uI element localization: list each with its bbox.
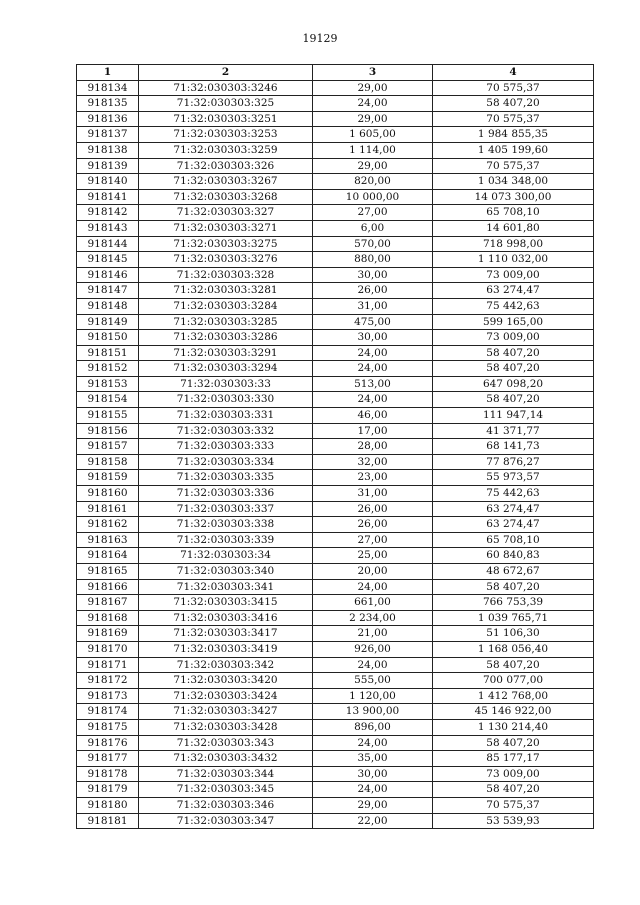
value-cell: 14 601,80 [433,220,594,236]
value-cell: 58 407,20 [433,579,594,595]
row-number-cell: 918149 [77,314,139,330]
row-number-cell: 918175 [77,719,139,735]
cadastral-number-cell: 71:32:030303:327 [139,205,313,221]
row-number-cell: 918138 [77,142,139,158]
area-cell: 26,00 [313,517,433,533]
cadastral-number-cell: 71:32:030303:3428 [139,719,313,735]
area-cell: 1 120,00 [313,688,433,704]
row-number-cell: 918171 [77,657,139,673]
row-number-cell: 918139 [77,158,139,174]
cadastral-number-cell: 71:32:030303:3275 [139,236,313,252]
value-cell: 1 034 348,00 [433,174,594,190]
row-number-cell: 918150 [77,330,139,346]
value-cell: 70 575,37 [433,797,594,813]
cadastral-number-cell: 71:32:030303:3432 [139,751,313,767]
row-number-cell: 918141 [77,189,139,205]
area-cell: 555,00 [313,673,433,689]
column-header-2: 2 [139,65,313,81]
area-cell: 21,00 [313,626,433,642]
row-number-cell: 918137 [77,127,139,143]
value-cell: 75 442,63 [433,486,594,502]
row-number-cell: 918148 [77,298,139,314]
table-row [77,252,594,268]
area-cell: 24,00 [313,782,433,798]
table-row [77,111,594,127]
value-cell: 45 146 922,00 [433,704,594,720]
value-cell: 58 407,20 [433,782,594,798]
cadastral-number-cell: 71:32:030303:343 [139,735,313,751]
value-cell: 55 973,57 [433,470,594,486]
value-cell: 53 539,93 [433,813,594,829]
value-cell: 58 407,20 [433,96,594,112]
table-row [77,626,594,642]
area-cell: 22,00 [313,813,433,829]
cadastral-number-cell: 71:32:030303:3424 [139,688,313,704]
cadastral-number-cell: 71:32:030303:3285 [139,314,313,330]
value-cell: 1 039 765,71 [433,610,594,626]
area-cell: 513,00 [313,376,433,392]
value-cell: 63 274,47 [433,517,594,533]
cadastral-number-cell: 71:32:030303:342 [139,657,313,673]
row-number-cell: 918143 [77,220,139,236]
area-cell: 24,00 [313,361,433,377]
cadastral-number-cell: 71:32:030303:33 [139,376,313,392]
row-number-cell: 918162 [77,517,139,533]
table-row [77,719,594,735]
table-row [77,376,594,392]
value-cell: 700 077,00 [433,673,594,689]
area-cell: 26,00 [313,283,433,299]
value-cell: 63 274,47 [433,501,594,517]
value-cell: 111 947,14 [433,408,594,424]
area-cell: 6,00 [313,220,433,236]
table-row [77,392,594,408]
table-row [77,345,594,361]
area-cell: 661,00 [313,595,433,611]
area-cell: 24,00 [313,96,433,112]
value-cell: 58 407,20 [433,657,594,673]
table-row [77,142,594,158]
area-cell: 1 114,00 [313,142,433,158]
cadastral-number-cell: 71:32:030303:3291 [139,345,313,361]
cadastral-number-cell: 71:32:030303:335 [139,470,313,486]
table-row [77,564,594,580]
row-number-cell: 918173 [77,688,139,704]
area-cell: 28,00 [313,439,433,455]
row-number-cell: 918155 [77,408,139,424]
area-cell: 26,00 [313,501,433,517]
cadastral-number-cell: 71:32:030303:336 [139,486,313,502]
value-cell: 75 442,63 [433,298,594,314]
cadastral-number-cell: 71:32:030303:339 [139,532,313,548]
table-row [77,298,594,314]
area-cell: 475,00 [313,314,433,330]
area-cell: 29,00 [313,158,433,174]
row-number-cell: 918142 [77,205,139,221]
table-row [77,361,594,377]
area-cell: 880,00 [313,252,433,268]
cadastral-table [76,64,594,829]
area-cell: 24,00 [313,392,433,408]
area-cell: 24,00 [313,657,433,673]
value-cell: 647 098,20 [433,376,594,392]
table-row [77,330,594,346]
table-row [77,267,594,283]
value-cell: 599 165,00 [433,314,594,330]
table-row [77,423,594,439]
table-row [77,610,594,626]
row-number-cell: 918174 [77,704,139,720]
area-cell: 10 000,00 [313,189,433,205]
row-number-cell: 918140 [77,174,139,190]
header-row [77,65,594,81]
value-cell: 48 672,67 [433,564,594,580]
area-cell: 20,00 [313,564,433,580]
value-cell: 58 407,20 [433,392,594,408]
area-cell: 896,00 [313,719,433,735]
row-number-cell: 918181 [77,813,139,829]
row-number-cell: 918145 [77,252,139,268]
row-number-cell: 918161 [77,501,139,517]
table-row [77,236,594,252]
table-row [77,205,594,221]
value-cell: 1 110 032,00 [433,252,594,268]
cadastral-number-cell: 71:32:030303:3416 [139,610,313,626]
area-cell: 926,00 [313,641,433,657]
row-number-cell: 918159 [77,470,139,486]
table-row [77,439,594,455]
value-cell: 68 141,73 [433,439,594,455]
cadastral-number-cell: 71:32:030303:328 [139,267,313,283]
row-number-cell: 918154 [77,392,139,408]
cadastral-number-cell: 71:32:030303:337 [139,501,313,517]
cadastral-number-cell: 71:32:030303:341 [139,579,313,595]
area-cell: 2 234,00 [313,610,433,626]
cadastral-number-cell: 71:32:030303:3419 [139,641,313,657]
table-row [77,486,594,502]
page-number: 19129 [302,32,338,45]
cadastral-number-cell: 71:32:030303:3420 [139,673,313,689]
table-row [77,283,594,299]
table-row [77,158,594,174]
row-number-cell: 918153 [77,376,139,392]
row-number-cell: 918135 [77,96,139,112]
value-cell: 14 073 300,00 [433,189,594,205]
column-header-3: 3 [313,65,433,81]
cadastral-number-cell: 71:32:030303:333 [139,439,313,455]
column-header-1: 1 [77,65,139,81]
row-number-cell: 918136 [77,111,139,127]
table-row [77,80,594,96]
area-cell: 32,00 [313,454,433,470]
row-number-cell: 918163 [77,532,139,548]
table-row [77,501,594,517]
cadastral-number-cell: 71:32:030303:3294 [139,361,313,377]
cadastral-number-cell: 71:32:030303:3267 [139,174,313,190]
cadastral-number-cell: 71:32:030303:346 [139,797,313,813]
value-cell: 60 840,83 [433,548,594,564]
area-cell: 17,00 [313,423,433,439]
value-cell: 85 177,17 [433,751,594,767]
value-cell: 718 998,00 [433,236,594,252]
cadastral-number-cell: 71:32:030303:3415 [139,595,313,611]
row-number-cell: 918172 [77,673,139,689]
value-cell: 766 753,39 [433,595,594,611]
area-cell: 30,00 [313,267,433,283]
area-cell: 24,00 [313,735,433,751]
value-cell: 73 009,00 [433,330,594,346]
value-cell: 51 106,30 [433,626,594,642]
area-cell: 27,00 [313,205,433,221]
row-number-cell: 918176 [77,735,139,751]
value-cell: 41 371,77 [433,423,594,439]
cadastral-number-cell: 71:32:030303:3286 [139,330,313,346]
value-cell: 63 274,47 [433,283,594,299]
value-cell: 70 575,37 [433,111,594,127]
cadastral-number-cell: 71:32:030303:347 [139,813,313,829]
table-row [77,751,594,767]
cadastral-number-cell: 71:32:030303:345 [139,782,313,798]
area-cell: 25,00 [313,548,433,564]
cadastral-number-cell: 71:32:030303:3268 [139,189,313,205]
table-row [77,735,594,751]
cadastral-number-cell: 71:32:030303:330 [139,392,313,408]
table-row [77,517,594,533]
row-number-cell: 918178 [77,766,139,782]
table-row [77,688,594,704]
cadastral-number-cell: 71:32:030303:331 [139,408,313,424]
row-number-cell: 918156 [77,423,139,439]
row-number-cell: 918180 [77,797,139,813]
table-row [77,548,594,564]
area-cell: 23,00 [313,470,433,486]
table-row [77,470,594,486]
value-cell: 58 407,20 [433,345,594,361]
row-number-cell: 918169 [77,626,139,642]
row-number-cell: 918179 [77,782,139,798]
table-row [77,595,594,611]
value-cell: 1 984 855,35 [433,127,594,143]
table-row [77,314,594,330]
value-cell: 70 575,37 [433,158,594,174]
area-cell: 46,00 [313,408,433,424]
table-row [77,127,594,143]
value-cell: 1 412 768,00 [433,688,594,704]
column-header-4: 4 [433,65,594,81]
cadastral-number-cell: 71:32:030303:3284 [139,298,313,314]
value-cell: 70 575,37 [433,80,594,96]
row-number-cell: 918166 [77,579,139,595]
value-cell: 73 009,00 [433,267,594,283]
cadastral-number-cell: 71:32:030303:3281 [139,283,313,299]
area-cell: 31,00 [313,486,433,502]
row-number-cell: 918167 [77,595,139,611]
cadastral-number-cell: 71:32:030303:3251 [139,111,313,127]
cadastral-number-cell: 71:32:030303:338 [139,517,313,533]
table-row [77,579,594,595]
row-number-cell: 918157 [77,439,139,455]
cadastral-number-cell: 71:32:030303:3427 [139,704,313,720]
table-row [77,408,594,424]
table-row [77,532,594,548]
cadastral-number-cell: 71:32:030303:344 [139,766,313,782]
area-cell: 27,00 [313,532,433,548]
row-number-cell: 918177 [77,751,139,767]
table-row [77,174,594,190]
row-number-cell: 918152 [77,361,139,377]
value-cell: 1 130 214,40 [433,719,594,735]
value-cell: 58 407,20 [433,361,594,377]
row-number-cell: 918147 [77,283,139,299]
area-cell: 570,00 [313,236,433,252]
cadastral-number-cell: 71:32:030303:3259 [139,142,313,158]
row-number-cell: 918164 [77,548,139,564]
area-cell: 820,00 [313,174,433,190]
cadastral-number-cell: 71:32:030303:326 [139,158,313,174]
area-cell: 30,00 [313,330,433,346]
table-row [77,96,594,112]
table-row [77,189,594,205]
table-row [77,673,594,689]
table-row [77,641,594,657]
table-row [77,454,594,470]
area-cell: 29,00 [313,80,433,96]
area-cell: 24,00 [313,579,433,595]
table-row [77,766,594,782]
cadastral-number-cell: 71:32:030303:3253 [139,127,313,143]
area-cell: 35,00 [313,751,433,767]
value-cell: 73 009,00 [433,766,594,782]
value-cell: 65 708,10 [433,532,594,548]
area-cell: 29,00 [313,797,433,813]
row-number-cell: 918146 [77,267,139,283]
row-number-cell: 918151 [77,345,139,361]
row-number-cell: 918160 [77,486,139,502]
table-row [77,782,594,798]
row-number-cell: 918170 [77,641,139,657]
value-cell: 1 168 056,40 [433,641,594,657]
table-row [77,704,594,720]
row-number-cell: 918158 [77,454,139,470]
table-body [77,80,594,829]
value-cell: 1 405 199,60 [433,142,594,158]
cadastral-number-cell: 71:32:030303:34 [139,548,313,564]
area-cell: 30,00 [313,766,433,782]
value-cell: 58 407,20 [433,735,594,751]
cadastral-number-cell: 71:32:030303:3417 [139,626,313,642]
cadastral-number-cell: 71:32:030303:3246 [139,80,313,96]
cadastral-number-cell: 71:32:030303:332 [139,423,313,439]
row-number-cell: 918144 [77,236,139,252]
row-number-cell: 918134 [77,80,139,96]
row-number-cell: 918168 [77,610,139,626]
value-cell: 77 876,27 [433,454,594,470]
cadastral-number-cell: 71:32:030303:334 [139,454,313,470]
table-row [77,657,594,673]
cadastral-number-cell: 71:32:030303:3276 [139,252,313,268]
table-row [77,797,594,813]
table-row [77,813,594,829]
value-cell: 65 708,10 [433,205,594,221]
area-cell: 13 900,00 [313,704,433,720]
cadastral-number-cell: 71:32:030303:325 [139,96,313,112]
cadastral-number-cell: 71:32:030303:340 [139,564,313,580]
area-cell: 31,00 [313,298,433,314]
area-cell: 24,00 [313,345,433,361]
table-row [77,220,594,236]
area-cell: 1 605,00 [313,127,433,143]
cadastral-number-cell: 71:32:030303:3271 [139,220,313,236]
area-cell: 29,00 [313,111,433,127]
row-number-cell: 918165 [77,564,139,580]
